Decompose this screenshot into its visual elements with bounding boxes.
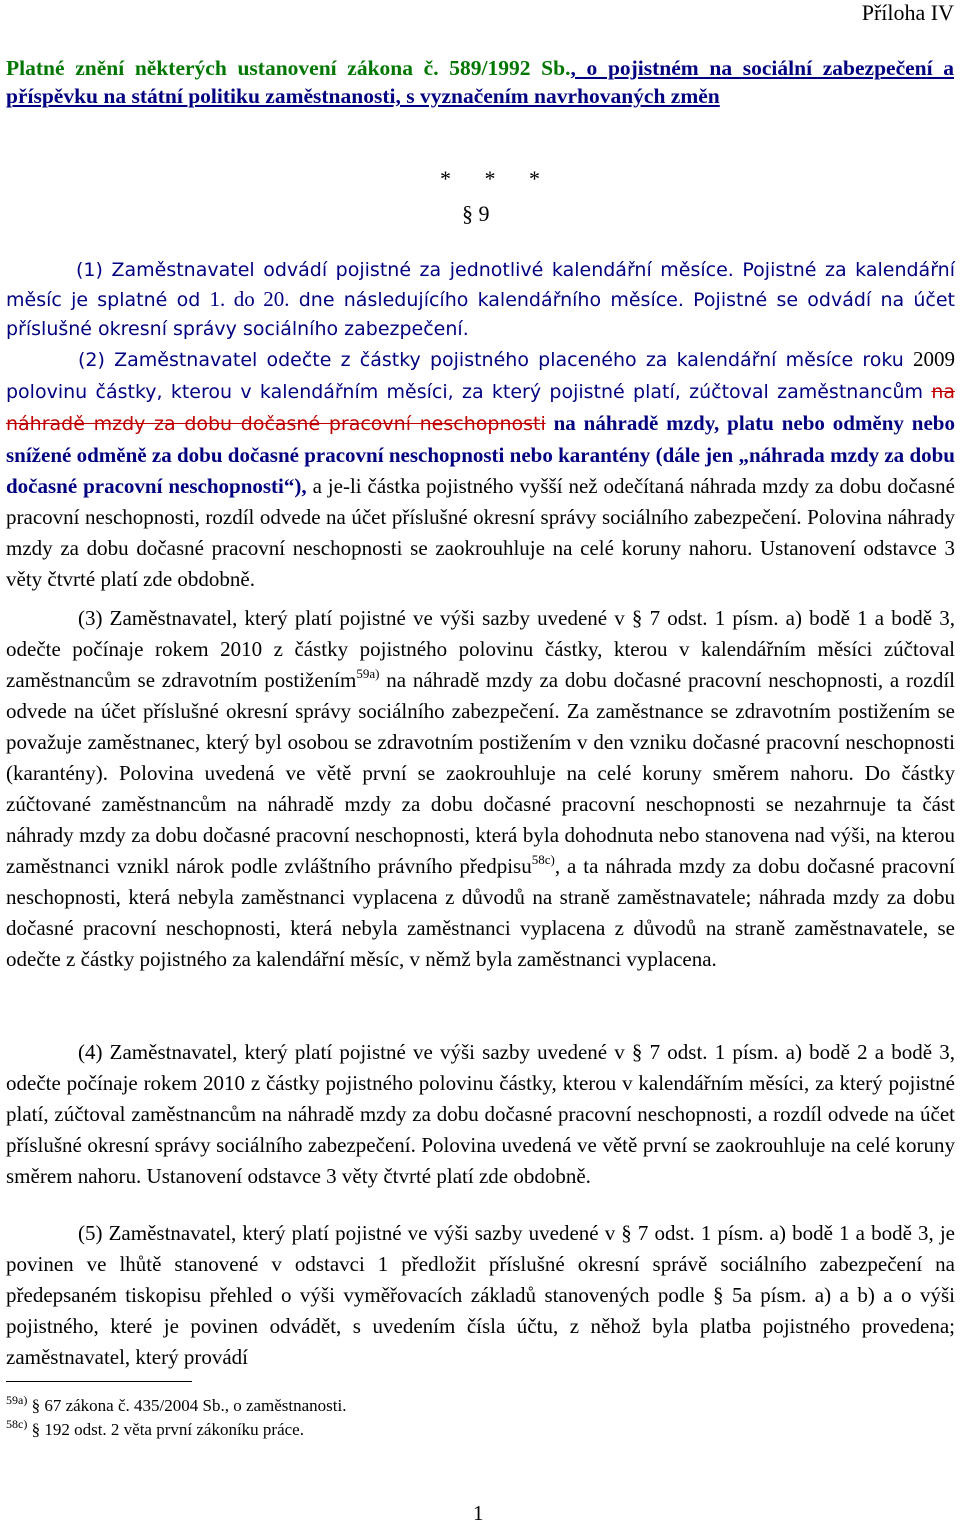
p3-text-c: , a ta náhrada mzdy za dobu dočasné pracovní neschopnosti, která nebyla zaměstnanci vyplacena z důvodů na straně zaměstnavatele; náhrada mzdy za dobu dočasné pracovní neschopnosti, která nebyla zaměstnanci vyplacena z důvodů na straně zaměstnavatele, se odečte z částky pojistného za kalendářní měsíc, v němž byla zaměstnanci vyplacena. [6,854,955,971]
title-rest: , o pojistném na sociální zabezpečení a příspěvku na státní politiku zaměstnanosti, s vyznačením navrhovaných změn [6,56,955,108]
document-title [6,54,954,110]
annex-label: Příloha IV [861,0,954,25]
section-heading: § 9 [462,201,490,226]
p2-text-c: polovinu částky, kterou v kalendářním měsíci, za který pojistné platí, zúčtoval zaměstnancům [6,381,932,403]
section-separator: * * * [440,166,554,191]
footnote-58c [6,1417,304,1440]
p3-text-b: na náhradě mzdy za dobu dočasné pracovní neschopnosti, a rozdíl odvede na účet příslušné okresní správy sociálního zabezpečení. Za zaměstnance se zdravotním postižením se považuje zaměstnanec, který byl osobou se zdravotním postižením v den vzniku dočasné pracovní neschopnosti (karantény). Polovina uvedená ve větě první se zaokrouhluje na celé koruny směrem nahoru. Do částky zúčtované zaměstnancům na náhradě mzdy za dobu dočasné pracovní neschopnosti se nezahrnuje ta část náhrady mzdy za dobu dočasné pracovní neschopnosti, která byla dohodnuta nebo stanovena nad výši, na kterou zaměstnanci vznikl nárok podle zvláštního právního předpisu [6,668,955,878]
footnote-text: § 67 zákona č. 435/2004 Sb., o zaměstnanosti. [27,1396,347,1415]
p3-text-a: (3) Zaměstnavatel, který platí pojistné ve výši sazby uvedené v § 7 odst. 1 písm. a) bodě 1 a bodě 3, odečte počínaje rokem 2010 z částky pojistného polovinu částky, kterou v kalendářním měsíci zúčtoval zaměstnancům se zdravotním postižením [6,606,955,692]
p1-dates: 1. do 20. [209,287,290,311]
page-number: 1 [473,1501,484,1525]
footnote-text: § 192 odst. 2 věta první zákoníku práce. [27,1420,304,1439]
footnote-59a [6,1393,347,1416]
paragraph-3 [6,603,955,975]
footnote-ref-58c[interactable]: 58c) [531,852,555,867]
footnote-separator [6,1381,192,1382]
p2-year: 2009 [913,347,955,371]
paragraph-1 [6,256,955,344]
p2-inserted-text: na náhradě mzdy, platu nebo odměny nebo snížené odměně za dobu dočasné pracovní neschopnosti nebo karantény (dále jen „náhrada mzdy za dobu dočasné pracovní neschopnosti“), [6,411,955,498]
p2-deleted-text: na náhradě mzdy za dobu dočasné pracovní neschopnosti [6,381,955,435]
p1-text-c: dne následujícího kalendářního měsíce. Pojistné se odvádí na účet příslušné okresní správy sociálního zabezpečení. [6,289,956,340]
paragraph-4: (4) Zaměstnavatel, který platí pojistné ve výši sazby uvedené v § 7 odst. 1 písm. a) bodě 2 a bodě 3, odečte počínaje rokem 2010 z částky pojistného polovinu částky, kterou v kalendářním měsíci, za který pojistné platí, zúčtoval zaměstnancům na náhradě mzdy za dobu dočasné pracovní neschopnosti, a rozdíl odvede na účet příslušné okresní správy sociálního zabezpečení. Polovina uvedená ve větě první se zaokrouhluje na celé koruny směrem nahoru. Ustanovení odstavce 3 věty čtvrté platí zde obdobně. [6,1040,955,1188]
paragraph-2 [6,344,955,595]
title-prefix: Platné znění některých ustanovení zákona č. 589/1992 Sb. [6,56,571,80]
footnote-ref-59a[interactable]: 59a) [356,666,380,681]
p2-text-d: a je-li částka pojistného vyšší než odečítaná náhrada mzdy za dobu dočasné pracovní neschopnosti, rozdíl odvede na účet příslušné okresní správy sociálního zabezpečení. Polovina náhrady mzdy za dobu dočasné pracovní neschopnosti se zaokrouhluje na celé koruny nahoru. Ustanovení odstavce 3 věty čtvrté platí zde obdobně. [6,474,956,591]
footnote-mark: 59a) [6,1393,28,1407]
p1-text-a: (1) Zaměstnavatel odvádí pojistné za jednotlivé kalendářní měsíce. Pojistné za kalendářní měsíc je splatné od [6,259,955,311]
p2-text-a: (2) Zaměstnavatel odečte z částky pojistného placeného za kalendářní měsíce roku [78,349,913,371]
footnote-mark: 58c) [6,1417,28,1431]
paragraph-5: (5) Zaměstnavatel, který platí pojistné ve výši sazby uvedené v § 7 odst. 1 písm. a) bodě 1 a bodě 3, je povinen ve lhůtě stanovené v odstavci 1 předložit příslušné okresní správě sociálního zabezpečení na předepsaném tiskopisu přehled o výši vyměřovacích základů stanovených podle § 5a písm. a) a b) a o výši pojistného, které je povinen odvádět, s uvedením čísla účtu, z něhož byla platba pojistného provedena; zaměstnavatel, který provádí [6,1221,955,1369]
